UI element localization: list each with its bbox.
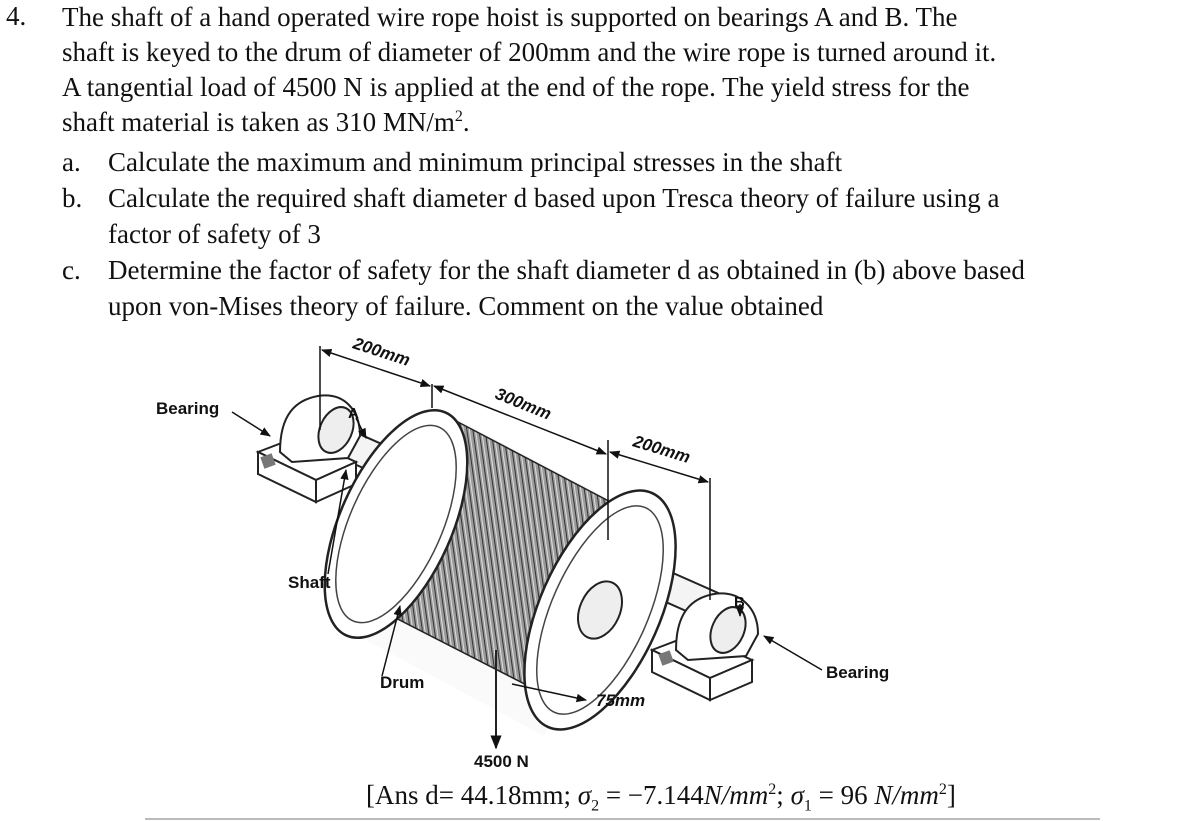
label-dim-300: 300mm [492, 384, 554, 424]
divider [145, 818, 1100, 820]
item-label: c. [62, 255, 81, 285]
item-label: a. [62, 147, 81, 177]
answer-line [366, 780, 956, 815]
sigma-1-symbol: σ [790, 780, 804, 810]
item-text: Determine the factor of safety for the shaft diameter d as obtained in (b) above based [108, 255, 1025, 285]
bearing-a [258, 395, 360, 502]
sigma-1-value: = 96 [811, 780, 875, 810]
label-dim-200-left: 200mm [350, 333, 413, 370]
label-bearing-b: B [734, 594, 745, 611]
label-bearing-right: Bearing [826, 663, 890, 682]
answer-close-bracket: ] [946, 780, 956, 810]
statement-line: The shaft of a hand operated wire rope hoist is supported on bearings A and B. The [62, 2, 958, 32]
label-bearing-a: A [348, 405, 359, 422]
sigma-2-value: = −7.144 [599, 780, 704, 810]
statement-line: shaft is keyed to the drum of diameter of 200mm and the wire rope is turned around it. [62, 37, 997, 67]
label-dim-200-right: 200mm [630, 431, 693, 467]
label-dim-75: 75mm [596, 691, 646, 710]
label-bearing-left: Bearing [156, 399, 220, 418]
question-number: 4. [6, 1, 27, 31]
answer-diameter: [Ans d= 44.18mm; [366, 780, 578, 810]
item-text: factor of safety of 3 [108, 219, 321, 249]
sigma-1-subscript: 1 [803, 797, 812, 815]
label-drum: Drum [380, 673, 425, 692]
statement-line: A tangential load of 4500 N is applied at the end of the rope. The yield stress for the [62, 72, 970, 102]
sigma-1-unit: N/mm [874, 780, 939, 810]
item-text: Calculate the maximum and minimum principal stresses in the shaft [108, 147, 843, 177]
sigma-2-unit: N/mm [703, 780, 769, 810]
sigma-2-subscript: 2 [591, 797, 600, 815]
answer-separator: ; [776, 780, 791, 810]
label-load: 4500 N [474, 752, 529, 771]
label-shaft: Shaft [288, 573, 331, 592]
item-text: Calculate the required shaft diameter d based upon Tresca theory of failure using a [108, 183, 1000, 213]
statement-period: . [462, 107, 470, 137]
item-text: upon von-Mises theory of failure. Comment on the value obtained [108, 291, 824, 321]
unit-superscript: 2 [938, 781, 947, 798]
unit-superscript: 2 [768, 781, 777, 798]
statement-line-text: shaft material is taken as 310 MN/m [62, 107, 455, 137]
unit-superscript: 2 [454, 108, 463, 125]
sigma-2-symbol: σ [577, 780, 592, 810]
item-label: b. [62, 183, 83, 213]
